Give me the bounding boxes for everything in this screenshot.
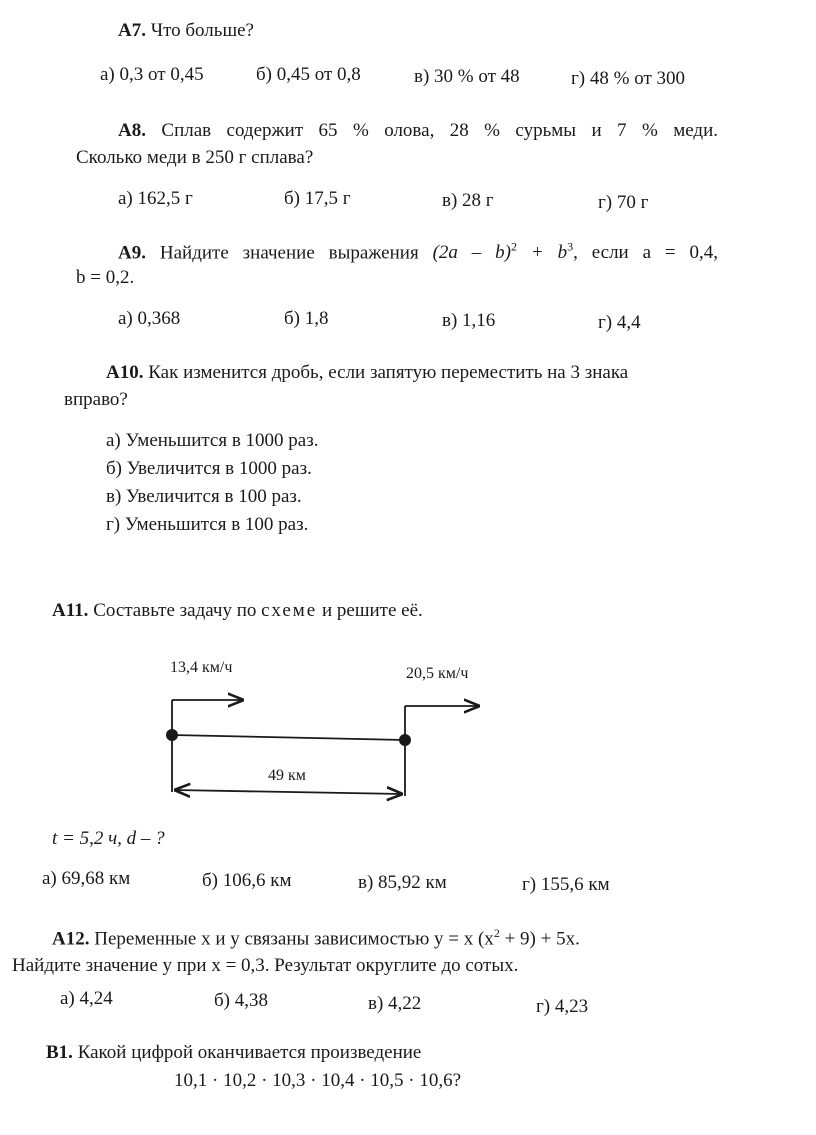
a12-question-line1 <box>52 926 580 950</box>
a9-option-c: в) 1,16 <box>442 310 496 331</box>
a10-option-a: а) Уменьшится в 1000 раз. <box>106 430 319 451</box>
a9-expression <box>433 242 718 263</box>
speed-right-label: 20,5 км/ч <box>406 665 469 682</box>
motion-diagram <box>150 650 510 810</box>
distance-segment <box>172 735 405 740</box>
a7-number: А7. <box>118 20 146 41</box>
b1-text-line2: 10,1 · 10,2 · 10,3 · 10,4 · 10,5 · 10,6? <box>174 1070 462 1091</box>
a9-option-d: г) 4,4 <box>598 312 641 333</box>
a8-option-c: в) 28 г <box>442 190 494 211</box>
distance-dimension-arrow <box>174 790 403 794</box>
a11-option-d: г) 155,6 км <box>522 874 610 895</box>
a9-text-pre: Найдите значение выражения <box>159 242 419 264</box>
a10-text-line2: вправо? <box>64 389 128 410</box>
a8-text-line1: Сплав содержит 65 % олова, 28 % сурьмы и 7 % меди. <box>161 120 718 141</box>
a11-number: А11. <box>52 600 89 621</box>
a9-text-post: , если a = 0,4, <box>573 242 719 264</box>
a10-question-line1 <box>106 362 628 384</box>
a9-option-b: б) 1,8 <box>284 308 329 329</box>
a7-question <box>118 20 254 42</box>
a12-text-line1-post: + 9) + 5x. <box>499 928 580 950</box>
a8-question-line1 <box>118 120 718 142</box>
a11-option-b: б) 106,6 км <box>202 870 292 891</box>
a7-option-d: г) 48 % от 300 <box>571 68 685 89</box>
a12-text-line1-pre: Переменные x и y связаны зависимостью y = x (x <box>94 928 494 950</box>
speed-left-label: 13,4 км/ч <box>170 659 233 676</box>
a11-option-a: а) 69,68 км <box>42 868 131 889</box>
a11-given: t = 5,2 ч, d – ? <box>52 828 165 849</box>
a10-option-b: б) Увеличится в 1000 раз. <box>106 458 312 479</box>
a10-text-line1: Как изменится дробь, если запятую переместить на 3 знака <box>148 362 629 383</box>
a12-option-c: в) 4,22 <box>368 993 422 1014</box>
a12-option-a: а) 4,24 <box>60 988 113 1009</box>
a8-text-line2: Сколько меди в 250 г сплава? <box>76 147 314 168</box>
a11-text-post: и решите её. <box>322 600 423 621</box>
a7-option-b: б) 0,45 от 0,8 <box>256 64 361 85</box>
a8-option-a: а) 162,5 г <box>118 188 193 209</box>
a8-number: А8. <box>118 120 146 141</box>
a7-text: Что больше? <box>150 20 254 41</box>
distance-label: 49 км <box>268 767 306 784</box>
a9-expr-base: (2a – b) <box>432 242 512 264</box>
a10-number: А10. <box>106 362 144 383</box>
a11-text-pre: Составьте задачу по <box>93 600 257 621</box>
a8-option-d: г) 70 г <box>598 192 649 213</box>
a10-option-c: в) Увеличится в 100 раз. <box>106 486 302 507</box>
a12-option-d: г) 4,23 <box>536 996 589 1017</box>
a9-text-line2: b = 0,2. <box>76 267 135 288</box>
b1-question-line1 <box>46 1042 421 1064</box>
a12-option-b: б) 4,38 <box>214 990 268 1011</box>
b1-text-line1: Какой цифрой оканчивается произведение <box>77 1042 422 1063</box>
a10-option-d: г) Уменьшится в 100 раз. <box>106 514 309 535</box>
b1-number: В1. <box>46 1042 73 1063</box>
a8-option-b: б) 17,5 г <box>284 188 351 209</box>
a9-expr-plus: + b <box>517 242 568 264</box>
a9-number: А9. <box>118 242 146 264</box>
a7-option-c: в) 30 % от 48 <box>414 66 520 87</box>
a12-text-line2: Найдите значение y при x = 0,3. Результат округлите до сотых. <box>12 955 519 976</box>
a11-question <box>52 600 423 622</box>
a11-text-spaced: схеме <box>261 600 318 621</box>
a9-exp2: 2 <box>511 240 518 254</box>
a9-exp3: 3 <box>567 240 574 254</box>
a7-option-a: а) 0,3 от 0,45 <box>100 64 204 85</box>
a12-exp: 2 <box>493 926 500 940</box>
a9-option-a: а) 0,368 <box>118 308 181 329</box>
a12-number: А12. <box>52 928 90 950</box>
a9-question-line1 <box>118 240 718 264</box>
a11-option-c: в) 85,92 км <box>358 872 447 893</box>
